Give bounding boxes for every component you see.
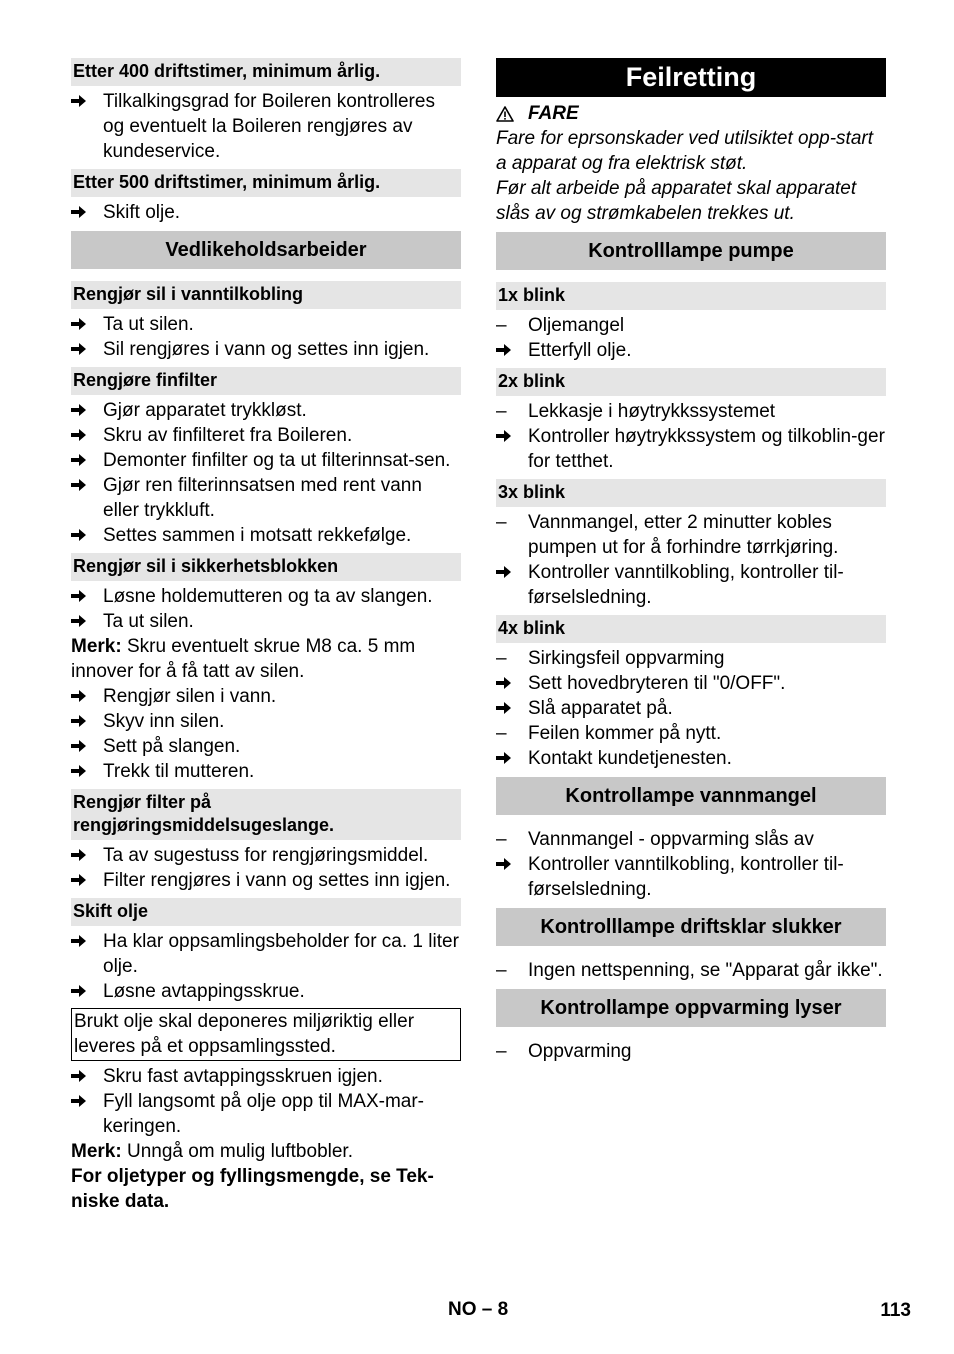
arrow-marker <box>71 979 103 1004</box>
arrow-marker <box>71 89 103 164</box>
heading-1x-blink: 1x blink <box>496 282 886 310</box>
list-item-text: Sett hovedbryteren til "0/OFF". <box>528 673 786 694</box>
heading-safety-block: Rengjør sil i sikkerhetsblokken <box>71 553 461 581</box>
list-item <box>496 696 886 721</box>
note-box-oil-disposal: Brukt olje skal deponeres miljøriktig eller leveres på et oppsamlingssted. <box>71 1008 461 1061</box>
list-item-text: Sil rengjøres i vann og settes inn igjen. <box>103 339 430 360</box>
list-item <box>71 312 461 337</box>
warning-triangle-icon <box>496 106 514 122</box>
list-item-text: Tilkalkingsgrad for Boileren kontrolleres og eventuelt la Boileren rengjøres av kundeservice. <box>103 91 435 162</box>
right-column <box>496 58 886 1064</box>
dash-marker: – <box>496 723 507 744</box>
dash-marker: – <box>496 960 507 981</box>
arrow-marker <box>71 684 103 709</box>
heading-3x-blink: 3x blink <box>496 479 886 507</box>
list-item <box>71 584 461 609</box>
list-item <box>71 843 461 868</box>
list-oil-change-b <box>71 1064 461 1139</box>
arrow-marker <box>71 398 103 423</box>
arrow-right-icon <box>496 857 512 871</box>
list-item-text: Ha klar oppsamlingsbeholder for ca. 1 liter olje. <box>103 931 459 977</box>
heading-2x-blink: 2x blink <box>496 368 886 396</box>
list-item <box>496 852 886 902</box>
list-item <box>71 609 461 634</box>
arrow-marker <box>71 734 103 759</box>
arrow-marker <box>71 609 103 634</box>
list-safety-block-b <box>71 684 461 784</box>
arrow-marker <box>71 1089 103 1139</box>
list-400-hours <box>71 89 461 164</box>
note-air-bubbles <box>71 1139 461 1164</box>
list-item-text: Løsne avtappingsskrue. <box>103 981 305 1002</box>
list-item <box>496 338 886 363</box>
danger-text-1: Fare for eprsonskader ved utilsiktet opp-start a apparat og fra elektrisk støt. <box>496 128 874 174</box>
list-item-text: Oljemangel <box>528 315 625 336</box>
list-item-text: Kontakt kundetjenesten. <box>528 748 732 769</box>
list-item-text: Skift olje. <box>103 202 181 223</box>
arrow-marker <box>496 746 528 771</box>
arrow-marker <box>71 929 103 979</box>
heading-fine-filter: Rengjøre finfilter <box>71 367 461 395</box>
list-item <box>496 399 886 424</box>
arrow-right-icon <box>71 873 87 887</box>
arrow-right-icon <box>71 453 87 467</box>
list-item <box>496 646 886 671</box>
list-item-text: Slå apparatet på. <box>528 698 673 719</box>
arrow-right-icon <box>496 429 512 443</box>
danger-heading <box>496 101 886 126</box>
arrow-right-icon <box>71 403 87 417</box>
arrow-right-icon <box>71 614 87 628</box>
list-item <box>71 423 461 448</box>
list-item-text: Ingen nettspenning, se "Apparat går ikke". <box>528 960 883 981</box>
list-item <box>496 721 886 746</box>
arrow-right-icon <box>71 589 87 603</box>
arrow-right-icon <box>71 528 87 542</box>
list-item <box>496 560 886 610</box>
dash-marker: – <box>496 1041 507 1062</box>
list-item-text: Vannmangel, etter 2 minutter kobles pumpen ut for å forhindre tørrkjøring. <box>528 512 839 558</box>
heading-clean-strainer: Rengjør sil i vanntilkobling <box>71 281 461 309</box>
note-screw <box>71 634 461 684</box>
heading-detergent-filter: Rengjør filter på rengjøringsmiddelsugeslange. <box>71 789 461 840</box>
arrow-right-icon <box>496 701 512 715</box>
arrow-marker <box>496 852 528 902</box>
list-item <box>496 424 886 474</box>
list-oil-change-a <box>71 929 461 1004</box>
list-item-text: Fyll langsomt på olje opp til MAX-mar-keringen. <box>103 1091 424 1137</box>
footer-language-page: NO – 8 <box>448 1299 509 1320</box>
list-item <box>71 398 461 423</box>
list-item <box>71 473 461 523</box>
arrow-marker <box>71 523 103 548</box>
section-pump-lamp: Kontrolllampe pumpe <box>496 232 886 270</box>
arrow-marker <box>71 473 103 523</box>
arrow-right-icon <box>71 478 87 492</box>
list-item <box>71 868 461 893</box>
list-item-text: Gjør ren filterinnsatsen med rent vann eller trykkluft. <box>103 475 422 521</box>
list-item-text: Skyv inn silen. <box>103 711 225 732</box>
list-item <box>71 1089 461 1139</box>
list-item-text: Oppvarming <box>528 1041 632 1062</box>
section-title-troubleshooting: Feilretting <box>496 58 886 97</box>
arrow-right-icon <box>71 764 87 778</box>
note-label: Merk: <box>71 636 122 657</box>
arrow-right-icon <box>71 428 87 442</box>
list-item-text: Kontroller vanntilkobling, kontroller til-førselsledning. <box>528 854 844 900</box>
list-item <box>496 671 886 696</box>
list-3x-blink <box>496 510 886 610</box>
list-2x-blink <box>496 399 886 474</box>
arrow-marker <box>71 337 103 362</box>
list-item <box>71 448 461 473</box>
arrow-marker <box>71 448 103 473</box>
section-water-shortage-lamp: Kontrollampe vannmangel <box>496 777 886 815</box>
list-item <box>71 200 461 225</box>
list-item <box>71 1064 461 1089</box>
list-item-text: Rengjør silen i vann. <box>103 686 277 707</box>
list-item-text: Ta ut silen. <box>103 314 194 335</box>
section-maintenance: Vedlikeholdsarbeider <box>71 231 461 269</box>
list-item-text: Kontroller vanntilkobling, kontroller til-førselsledning. <box>528 562 844 608</box>
list-item <box>71 337 461 362</box>
list-item <box>71 929 461 979</box>
list-item-text: Skru fast avtappingsskruen igjen. <box>103 1066 383 1087</box>
footer-page-number: 113 <box>880 1300 911 1321</box>
list-1x-blink <box>496 313 886 363</box>
arrow-marker <box>71 1064 103 1089</box>
arrow-right-icon <box>71 1094 87 1108</box>
arrow-right-icon <box>71 342 87 356</box>
arrow-right-icon <box>71 317 87 331</box>
arrow-right-icon <box>496 343 512 357</box>
arrow-right-icon <box>71 984 87 998</box>
list-item-text: Filter rengjøres i vann og settes inn igjen. <box>103 870 451 891</box>
arrow-marker <box>71 709 103 734</box>
arrow-marker <box>496 560 528 610</box>
heading-500-hours: Etter 500 driftstimer, minimum årlig. <box>71 169 461 197</box>
section-heating-lamp-on: Kontrollampe oppvarming lyser <box>496 989 886 1027</box>
left-column <box>71 58 461 1214</box>
list-item <box>71 89 461 164</box>
list-fine-filter <box>71 398 461 548</box>
list-item <box>496 958 886 983</box>
dash-marker: – <box>496 648 507 669</box>
list-item-text: Løsne holdemutteren og ta av slangen. <box>103 586 433 607</box>
danger-label: FARE <box>528 103 579 124</box>
list-item-text: Ta av sugestuss for rengjøringsmiddel. <box>103 845 429 866</box>
arrow-marker <box>496 696 528 721</box>
arrow-marker <box>71 423 103 448</box>
list-item-text: Vannmangel - oppvarming slås av <box>528 829 814 850</box>
list-item-text: Sett på slangen. <box>103 736 241 757</box>
arrow-marker <box>71 759 103 784</box>
list-item <box>496 313 886 338</box>
note-text: Skru eventuelt skrue M8 ca. 5 mm innover for å få tatt av silen. <box>71 636 416 682</box>
dash-marker: – <box>496 829 507 850</box>
note-label: Merk: <box>71 1141 122 1162</box>
list-heating-lamp-on <box>496 1039 886 1064</box>
list-item-text: Sirkingsfeil oppvarming <box>528 648 725 669</box>
oil-types-reference: For oljetyper og fyllingsmengde, se Tek-niske data. <box>71 1166 434 1212</box>
list-item-text: Feilen kommer på nytt. <box>528 723 722 744</box>
list-detergent-filter <box>71 843 461 893</box>
arrow-right-icon <box>71 934 87 948</box>
list-item-text: Kontroller høytrykkssystem og tilkoblin-ger for tetthet. <box>528 426 885 472</box>
list-item <box>496 746 886 771</box>
arrow-right-icon <box>496 565 512 579</box>
arrow-right-icon <box>496 751 512 765</box>
dash-marker: – <box>496 512 507 533</box>
arrow-marker <box>71 312 103 337</box>
arrow-right-icon <box>71 848 87 862</box>
list-item-text: Etterfyll olje. <box>528 340 632 361</box>
arrow-marker <box>496 424 528 474</box>
list-500-hours <box>71 200 461 225</box>
arrow-right-icon <box>71 205 87 219</box>
list-item <box>71 684 461 709</box>
arrow-right-icon <box>71 689 87 703</box>
list-item-text: Ta ut silen. <box>103 611 194 632</box>
list-item <box>71 979 461 1004</box>
arrow-right-icon <box>71 94 87 108</box>
list-item <box>496 510 886 560</box>
note-text: Unngå om mulig luftbobler. <box>121 1141 353 1162</box>
heading-4x-blink: 4x blink <box>496 615 886 643</box>
arrow-marker <box>496 338 528 363</box>
list-item <box>496 1039 886 1064</box>
arrow-marker <box>71 584 103 609</box>
list-4x-blink <box>496 646 886 771</box>
list-item-text: Trekk til mutteren. <box>103 761 255 782</box>
arrow-right-icon <box>71 714 87 728</box>
list-item <box>71 759 461 784</box>
arrow-marker <box>71 843 103 868</box>
heading-400-hours: Etter 400 driftstimer, minimum årlig. <box>71 58 461 86</box>
dash-marker: – <box>496 401 507 422</box>
list-item <box>496 827 886 852</box>
list-item <box>71 709 461 734</box>
arrow-marker <box>71 868 103 893</box>
list-item-text: Demonter finfilter og ta ut filterinnsat-sen. <box>103 450 451 471</box>
list-item-text: Settes sammen i motsatt rekkefølge. <box>103 525 412 546</box>
list-water-shortage <box>496 827 886 902</box>
heading-oil-change: Skift olje <box>71 898 461 926</box>
danger-text-2: Før alt arbeide på apparatet skal apparatet slås av og strømkabelen trekkes ut. <box>496 178 857 224</box>
list-item <box>71 734 461 759</box>
arrow-right-icon <box>496 676 512 690</box>
section-ready-lamp-off: Kontrolllampe driftsklar slukker <box>496 908 886 946</box>
arrow-right-icon <box>71 739 87 753</box>
list-ready-lamp-off <box>496 958 886 983</box>
list-item-text: Skru av finfilteret fra Boileren. <box>103 425 353 446</box>
arrow-right-icon <box>71 1069 87 1083</box>
arrow-marker <box>496 671 528 696</box>
dash-marker: – <box>496 315 507 336</box>
list-item <box>71 523 461 548</box>
arrow-marker <box>71 200 103 225</box>
list-item-text: Lekkasje i høytrykkssystemet <box>528 401 776 422</box>
list-safety-block-a <box>71 584 461 634</box>
list-clean-strainer <box>71 312 461 362</box>
list-item-text: Gjør apparatet trykkløst. <box>103 400 307 421</box>
